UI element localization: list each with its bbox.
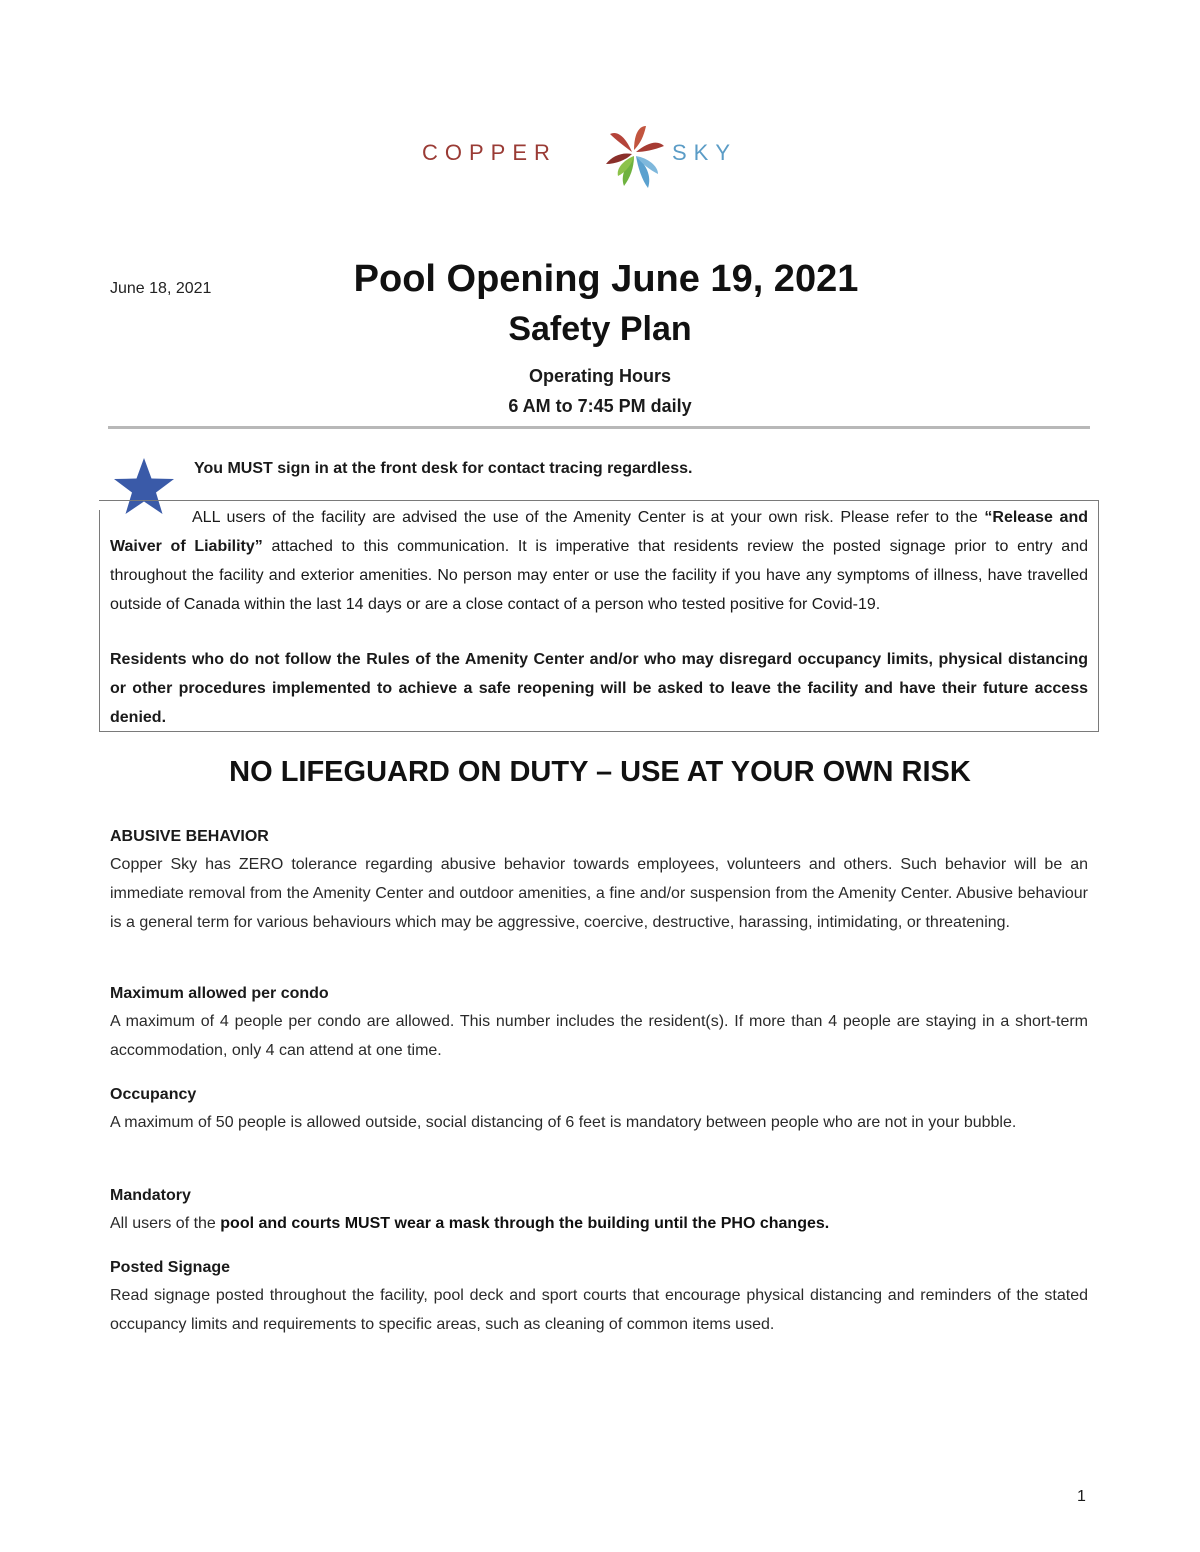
release-waiver-reference: “Release and Waiver of Liability” [110, 509, 1088, 555]
section-heading: Occupancy [110, 1086, 197, 1103]
page-subtitle: Safety Plan [508, 310, 692, 348]
section-max-per-condo [110, 981, 1088, 1065]
sign-in-notice: You MUST sign in at the front desk for contact tracing regardless. [194, 460, 693, 477]
notice-text-start: ALL users of the facility are advised the use of the Amenity Center is at your own risk. Please refer to the [192, 509, 985, 526]
section-heading: ABUSIVE BEHAVIOR [110, 828, 269, 845]
operating-hours-label: Operating Hours [528, 366, 671, 386]
document-date: June 18, 2021 [110, 280, 212, 297]
section-body: A maximum of 4 people per condo are allowed. This number includes the resident(s). If more than 4 people are staying in a short-term accommodation, only 4 can attend at one time. [110, 1013, 1088, 1059]
notice-box-left-border [99, 510, 100, 732]
notice-text-end: attached to this communication. It is imperative that residents review the posted signage prior to entry and throughout the facility and exterior amenities. No person may enter or use the facility if you have any symptoms of illness, have travelled outside of Canada within the last 14 days or are a close contact of a person who tested positive for Covid-19. [110, 538, 1089, 613]
logo-text-copper: COPPER [422, 140, 557, 165]
section-abusive-behavior [110, 824, 1088, 937]
operating-hours-value: 6 AM to 7:45 PM daily [508, 396, 692, 416]
notice-enforcement-paragraph: Residents who do not follow the Rules of the Amenity Center and/or who may disregard occupancy limits, physical distancing or other procedures implemented to achieve a safe reopening will be asked to leave the facility and have their future access denied. [110, 651, 1088, 726]
notice-paragraph [110, 503, 1088, 619]
section-occupancy [110, 1082, 1088, 1137]
section-body: Copper Sky has ZERO tolerance regarding abusive behavior towards employees, volunteers and others. Such behavior will be an immediate removal from the Amenity Center and outdoor amenities, a fine and/or suspension from the Amenity Center. Abusive behaviour is a general term for various behaviours which may be aggressive, coercive, destructive, harassing, intimidating, or threatening. [110, 856, 1088, 931]
mask-requirement: pool and courts MUST wear a mask through the building until the PHO changes. [220, 1215, 830, 1232]
mandatory-text-start: All users of the [110, 1215, 221, 1232]
section-heading: Mandatory [110, 1187, 191, 1204]
section-posted-signage [110, 1255, 1088, 1339]
no-lifeguard-warning: NO LIFEGUARD ON DUTY – USE AT YOUR OWN RISK [229, 756, 971, 788]
section-body: Read signage posted throughout the facility, pool deck and sport courts that encourage physical distancing and reminders of the stated occupancy limits and requirements to specific areas, such as cleaning of common items used. [110, 1287, 1088, 1333]
section-body: A maximum of 50 people is allowed outside, social distancing of 6 feet is mandatory between people who are not in your bubble. [110, 1114, 1017, 1131]
logo-text-sky: SKY [672, 140, 738, 165]
copper-sky-flower-logo-icon [596, 118, 672, 194]
page-number: 1 [1077, 1488, 1086, 1505]
section-mandatory [110, 1183, 1088, 1238]
header-divider [108, 426, 1090, 429]
copper-sky-logo [0, 112, 1200, 192]
section-body [110, 1209, 1088, 1238]
section-heading: Maximum allowed per condo [110, 985, 329, 1002]
page-title: Pool Opening June 19, 2021 [353, 258, 859, 300]
section-heading: Posted Signage [110, 1259, 231, 1276]
